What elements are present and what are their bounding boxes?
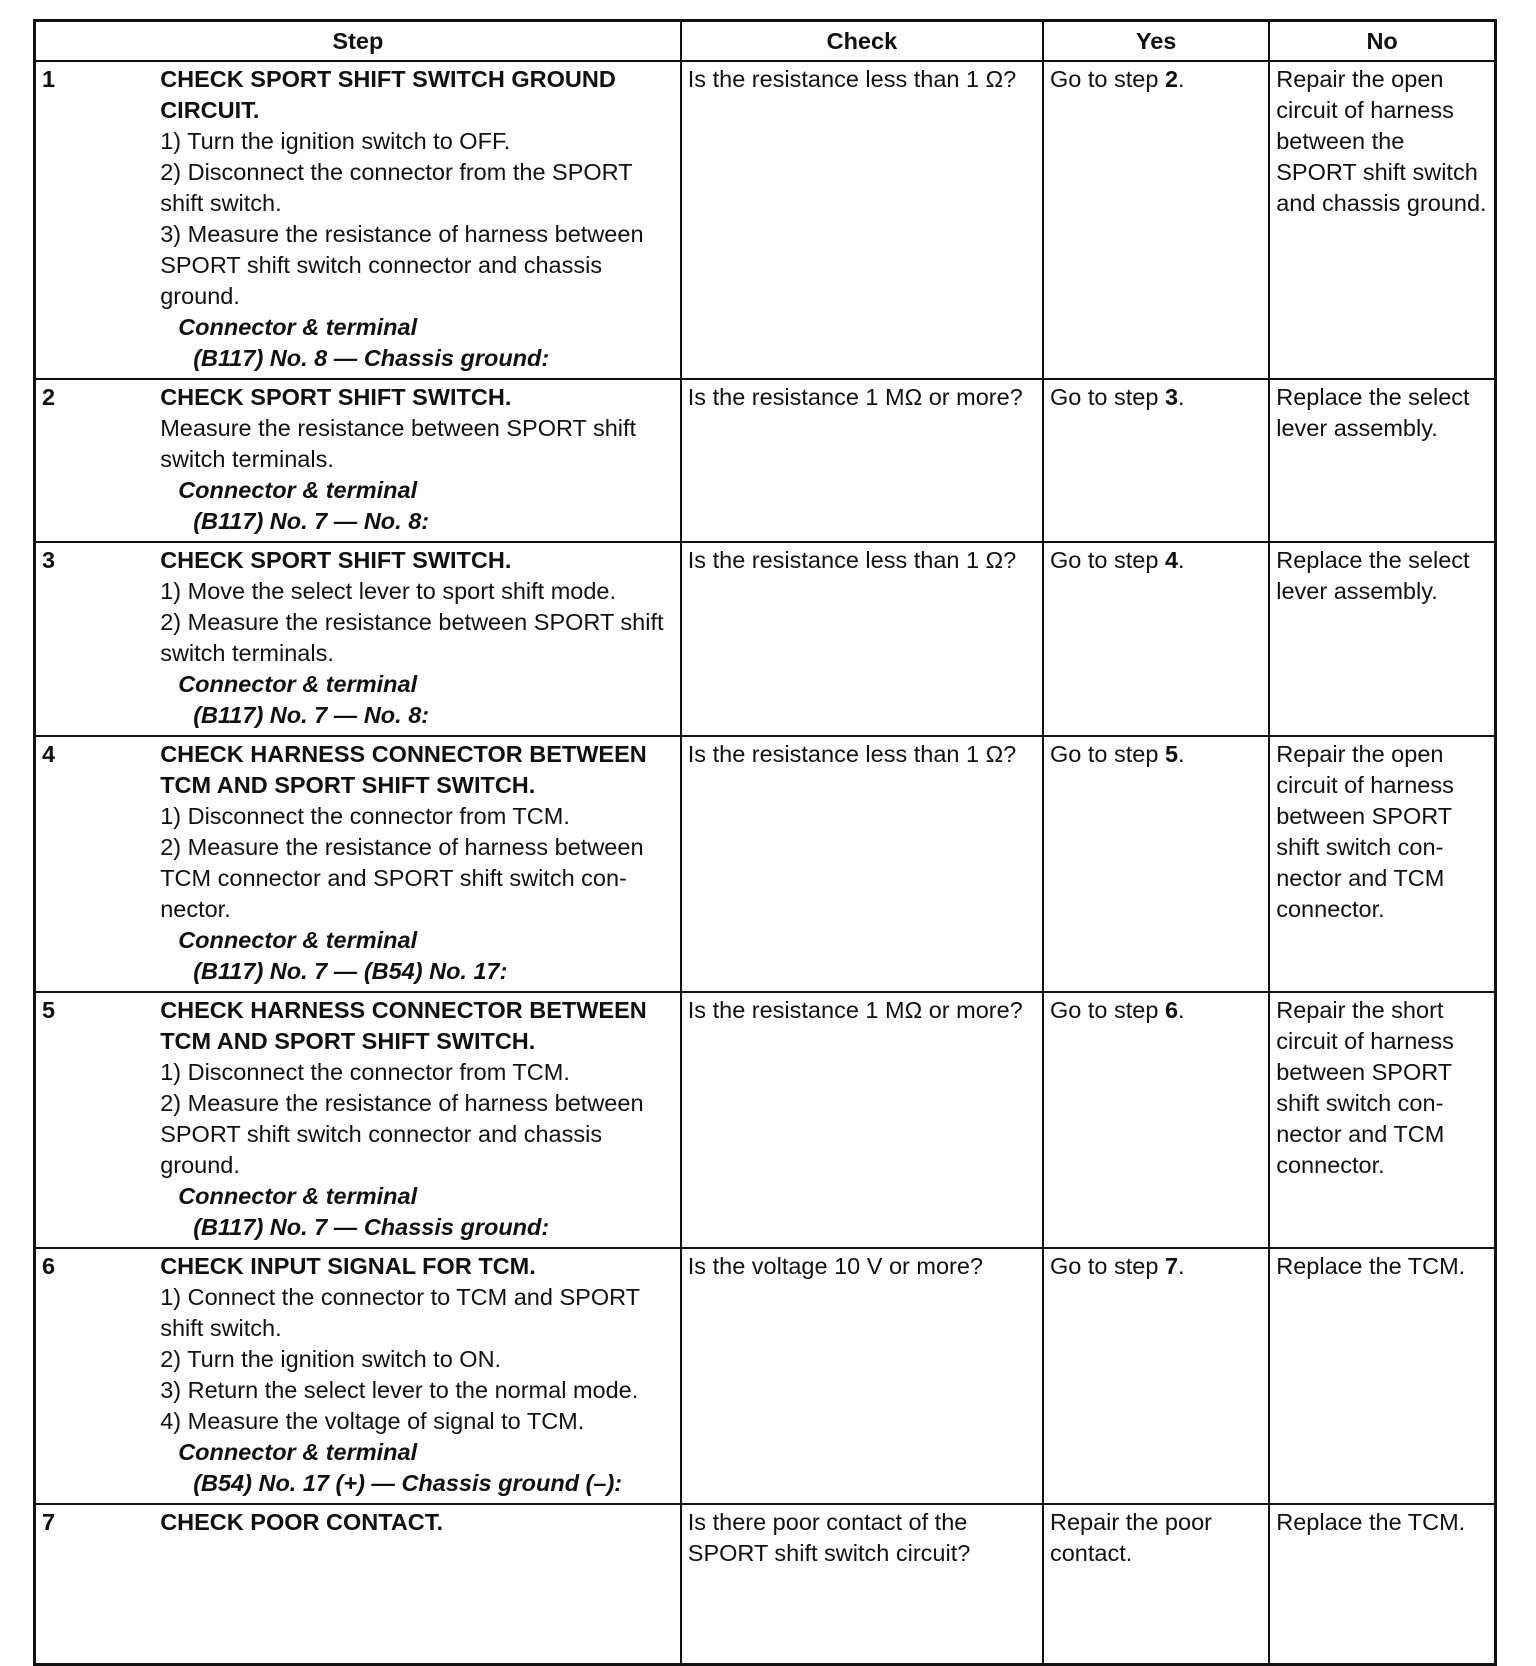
step-number: 5 [35,992,153,1248]
step-cell [152,1504,681,1664]
connector-value: (B117) No. 7 — No. 8: [193,702,430,728]
table-row [35,379,1496,542]
yes-suffix: . [1178,384,1185,410]
step-line: 3) Measure the resistance of harness between SPORT shift switch connector and chassis ground. [160,221,644,309]
step-line: 1) Connect the connector to TCM and SPORT shift switch. [160,1284,640,1341]
step-line: 2) Measure the resistance between SPORT shift switch terminals. [160,609,664,666]
no-cell: Repair the open circuit of harness between SPORT shift switch con-nector and TCM connector. [1269,736,1495,992]
step-number: 7 [35,1504,153,1664]
yes-step-ref: 7 [1164,1253,1179,1279]
step-title: CHECK SPORT SHIFT SWITCH. [160,384,512,410]
yes-cell [1043,542,1269,736]
yes-suffix: . [1178,741,1185,767]
step-title: CHECK SPORT SHIFT SWITCH GROUND CIRCUIT. [160,66,616,123]
yes-cell: Repair the poor contact. [1043,1504,1269,1664]
no-cell: Repair the short circuit of harness between SPORT shift switch con-nector and TCM connector. [1269,992,1495,1248]
yes-suffix: . [1178,1253,1185,1279]
header-step: Step [35,21,681,62]
table-row [35,736,1496,992]
header-check: Check [681,21,1043,62]
step-title: CHECK SPORT SHIFT SWITCH. [160,547,512,573]
yes-text: Go to step [1049,1253,1165,1279]
connector-label: Connector & terminal [178,671,418,697]
check-cell: Is the resistance less than 1 Ω? [681,61,1043,379]
header-row [35,21,1496,62]
table-row [35,992,1496,1248]
yes-step-ref: 5 [1164,741,1179,767]
step-line: Measure the resistance between SPORT shift switch terminals. [160,415,637,472]
no-cell: Repair the open circuit of harness between the SPORT shift switch and chassis ground. [1269,61,1495,379]
yes-cell [1043,379,1269,542]
connector-value: (B117) No. 7 — No. 8: [193,508,430,534]
step-line: 2) Measure the resistance of harness between TCM connector and SPORT shift switch con-nector. [160,834,644,922]
table-row [35,1248,1496,1504]
step-number: 6 [35,1248,153,1504]
yes-suffix: . [1178,66,1185,92]
connector-label: Connector & terminal [178,1183,418,1209]
step-number: 4 [35,736,153,992]
check-cell: Is the resistance less than 1 Ω? [681,542,1043,736]
step-number: 1 [35,61,153,379]
step-cell [152,379,681,542]
yes-text: Go to step [1049,741,1165,767]
diagnostic-table [33,19,1497,1666]
step-line: 1) Move the select lever to sport shift mode. [160,578,617,604]
table-row [35,1504,1496,1664]
check-cell: Is the resistance 1 MΩ or more? [681,992,1043,1248]
step-title: CHECK HARNESS CONNECTOR BETWEEN TCM AND SPORT SHIFT SWITCH. [160,741,647,798]
yes-step-ref: 6 [1164,997,1179,1023]
step-cell [152,61,681,379]
no-cell: Replace the select lever assembly. [1269,379,1495,542]
yes-text: Go to step [1049,997,1165,1023]
step-cell [152,736,681,992]
no-cell: Replace the TCM. [1269,1248,1495,1504]
step-cell [152,1248,681,1504]
yes-text: Go to step [1049,384,1165,410]
connector-label: Connector & terminal [178,477,418,503]
check-cell: Is the voltage 10 V or more? [681,1248,1043,1504]
connector-label: Connector & terminal [178,314,418,340]
step-number: 2 [35,379,153,542]
step-line: 3) Return the select lever to the normal mode. [160,1377,639,1403]
step-title: CHECK POOR CONTACT. [160,1509,444,1535]
connector-label: Connector & terminal [178,927,418,953]
yes-step-ref: 3 [1164,384,1179,410]
step-line: 1) Disconnect the connector from TCM. [160,1059,570,1085]
step-cell [152,542,681,736]
step-title: CHECK INPUT SIGNAL FOR TCM. [160,1253,536,1279]
connector-value: (B54) No. 17 (+) — Chassis ground (–): [193,1470,623,1496]
yes-cell [1043,736,1269,992]
yes-cell [1043,61,1269,379]
step-cell [152,992,681,1248]
header-yes: Yes [1043,21,1269,62]
yes-step-ref: 4 [1164,547,1179,573]
step-title: CHECK HARNESS CONNECTOR BETWEEN TCM AND SPORT SHIFT SWITCH. [160,997,647,1054]
check-cell: Is there poor contact of the SPORT shift switch circuit? [681,1504,1043,1664]
yes-text: Go to step [1049,66,1165,92]
check-cell: Is the resistance 1 MΩ or more? [681,379,1043,542]
step-line: 4) Measure the voltage of signal to TCM. [160,1408,585,1434]
yes-suffix: . [1178,997,1185,1023]
yes-cell [1043,1248,1269,1504]
step-line: 1) Disconnect the connector from TCM. [160,803,570,829]
yes-suffix: . [1178,547,1185,573]
step-line: 2) Turn the ignition switch to ON. [160,1346,502,1372]
table-row [35,542,1496,736]
table-row [35,61,1496,379]
header-no: No [1269,21,1495,62]
connector-value: (B117) No. 7 — (B54) No. 17: [193,958,508,984]
yes-cell [1043,992,1269,1248]
check-cell: Is the resistance less than 1 Ω? [681,736,1043,992]
yes-text: Go to step [1049,547,1165,573]
connector-value: (B117) No. 7 — Chassis ground: [193,1214,550,1240]
connector-label: Connector & terminal [178,1439,418,1465]
yes-step-ref: 2 [1164,66,1179,92]
connector-value: (B117) No. 8 — Chassis ground: [193,345,550,371]
no-cell: Replace the TCM. [1269,1504,1495,1664]
step-line: 2) Disconnect the connector from the SPORT shift switch. [160,159,633,216]
step-line: 1) Turn the ignition switch to OFF. [160,128,511,154]
step-line: 2) Measure the resistance of harness between SPORT shift switch connector and chassis ground. [160,1090,644,1178]
step-number: 3 [35,542,153,736]
no-cell: Replace the select lever assembly. [1269,542,1495,736]
